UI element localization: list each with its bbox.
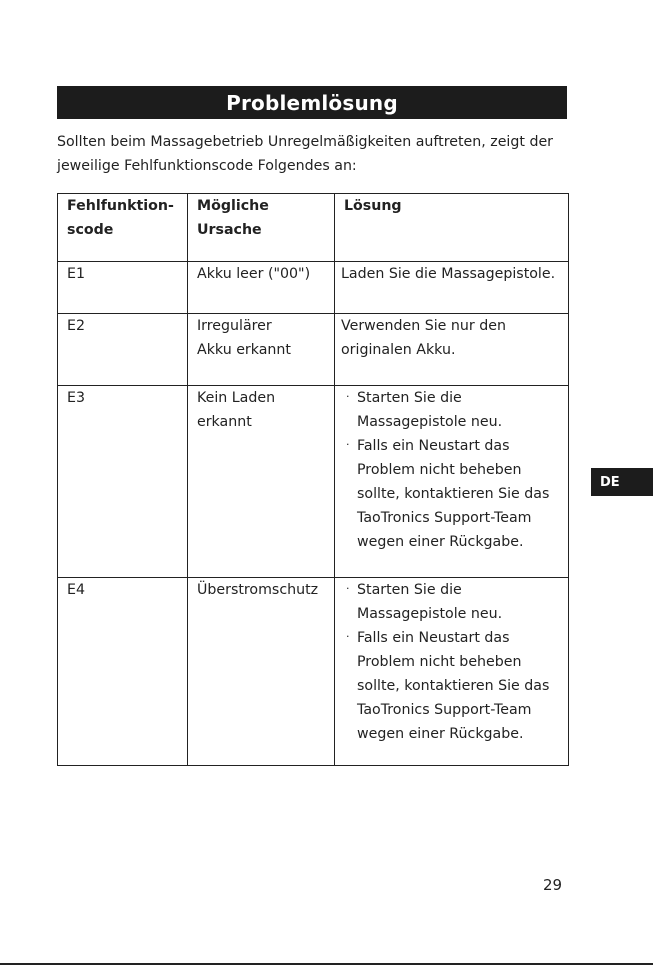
- page-title-text: Problemlösung: [226, 90, 398, 115]
- bullet-icon: ·: [346, 582, 350, 595]
- solution-cell: Laden Sie die Massagepistole.: [335, 262, 569, 314]
- page-number: 29: [543, 876, 563, 894]
- header-cause-line1: Mögliche: [197, 198, 269, 214]
- code-cell: E1: [58, 262, 188, 314]
- header-code-line2: scode: [67, 222, 114, 238]
- bullet-text: Starten Sie die Massagepistole neu.: [357, 390, 503, 430]
- code-cell: E2: [58, 314, 188, 386]
- table-row: [58, 578, 569, 766]
- bullet-icon: ·: [346, 438, 350, 451]
- code-cell: E4: [58, 578, 188, 766]
- header-code-line1: Fehlfunktion-: [67, 198, 174, 214]
- cause-line2: Akku erkannt: [197, 342, 291, 358]
- list-item: [346, 386, 566, 434]
- table-header-row: [58, 194, 569, 262]
- cause-cell: Akku leer ("00"): [188, 262, 335, 314]
- cause-line1: Kein Laden: [197, 390, 276, 406]
- cause-cell: Überstromschutz: [188, 578, 335, 766]
- list-item: [346, 434, 566, 554]
- solution-cell: [335, 578, 569, 766]
- list-item: [346, 626, 566, 746]
- bullet-text: Starten Sie die Massagepistole neu.: [357, 582, 503, 622]
- cause-line1: Irregulärer: [197, 318, 272, 334]
- solution-list: [341, 578, 566, 746]
- header-cause: [188, 194, 335, 262]
- language-tab-label: DE: [600, 474, 620, 490]
- solution-line1: Verwenden Sie nur den: [341, 318, 506, 334]
- code-cell: E3: [58, 386, 188, 578]
- cause-line2: erkannt: [197, 414, 252, 430]
- solution-cell: [335, 386, 569, 578]
- table-row: [58, 314, 569, 386]
- intro-paragraph: Sollten beim Massagebetrieb Unregelmäßigkeiten auftreten, zeigt der jeweilige Fehlfunktionscode Folgendes an:: [57, 134, 554, 174]
- cause-cell: [188, 314, 335, 386]
- solution-cell: [335, 314, 569, 386]
- page-title: [57, 86, 567, 119]
- list-item: [346, 578, 566, 626]
- header-cause-line2: Ursache: [197, 222, 262, 238]
- language-tab: [591, 468, 653, 496]
- header-code: [58, 194, 188, 262]
- header-solution: Lösung: [335, 194, 569, 262]
- bullet-icon: ·: [346, 630, 350, 643]
- bullet-text: Falls ein Neustart das Problem nicht beheben sollte, kontaktieren Sie das TaoTronics Support-Team wegen einer Rückgabe.: [357, 630, 550, 742]
- solution-line2: originalen Akku.: [341, 342, 456, 358]
- bullet-icon: ·: [346, 390, 350, 403]
- bullet-text: Falls ein Neustart das Problem nicht beheben sollte, kontaktieren Sie das TaoTronics Support-Team wegen einer Rückgabe.: [357, 438, 550, 550]
- table-row: [58, 386, 569, 578]
- table-row: [58, 262, 569, 314]
- solution-list: [341, 386, 566, 554]
- cause-cell: [188, 386, 335, 578]
- error-code-table: [57, 193, 569, 766]
